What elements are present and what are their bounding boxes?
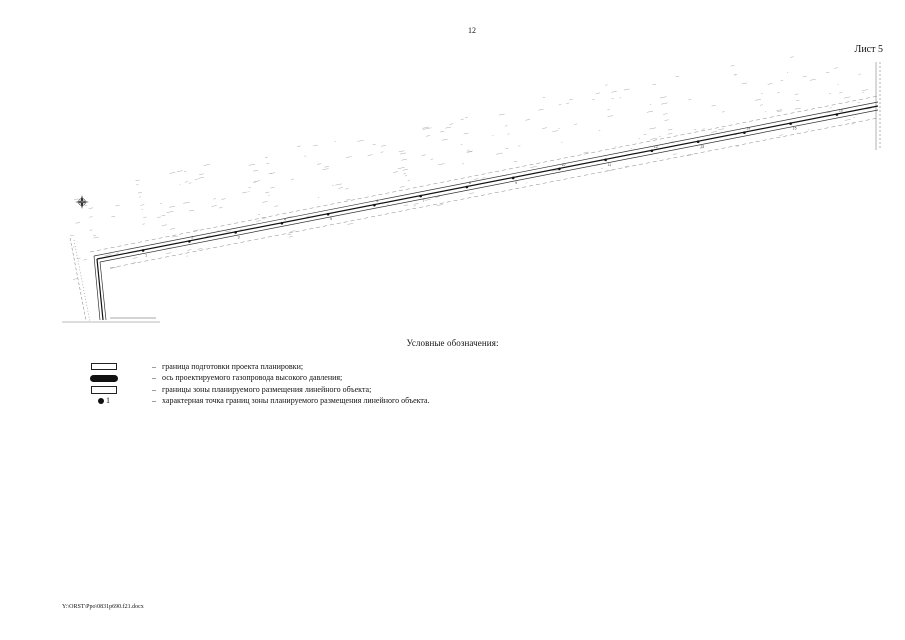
survey-mark <box>89 208 93 209</box>
characteristic-point <box>512 177 517 185</box>
point-number: 2 <box>191 235 194 240</box>
survey-mark <box>474 179 478 180</box>
point-number: 10 <box>561 162 566 167</box>
survey-mark <box>83 259 87 260</box>
survey-mark <box>542 128 547 129</box>
survey-mark <box>718 129 724 130</box>
survey-mark <box>219 207 222 208</box>
survey-mark <box>702 129 705 130</box>
characteristic-point <box>188 235 193 242</box>
legend-text: характерная точка границ зоны планируемого размещения линейного объекта. <box>162 396 430 406</box>
survey-mark <box>711 131 717 132</box>
survey-mark <box>844 97 851 98</box>
point-number: 5 <box>330 217 333 222</box>
survey-mark <box>213 199 216 200</box>
compass-rose-icon <box>75 195 89 209</box>
point-number: 6 <box>376 199 379 204</box>
pipeline-axis-symbol <box>88 373 120 384</box>
survey-mark <box>649 128 656 129</box>
survey-mark <box>608 116 613 117</box>
survey-mark <box>381 152 384 153</box>
legend-dash: – <box>152 373 156 383</box>
survey-mark <box>307 216 310 217</box>
survey-mark <box>93 235 96 236</box>
point-number: 12 <box>653 144 658 149</box>
survey-mark <box>73 279 78 280</box>
survey-mark <box>425 199 430 200</box>
survey-mark <box>187 250 191 251</box>
survey-mark <box>138 192 142 193</box>
survey-mark <box>291 179 294 180</box>
point-label: 1 <box>106 396 110 406</box>
survey-mark <box>611 91 616 92</box>
survey-mark <box>506 148 509 149</box>
legend-text: ось проектируемого газопровода высокого давления; <box>162 373 343 383</box>
survey-mark <box>381 145 386 146</box>
legend-text: границы зоны планируемого размещения линейного объекта; <box>162 384 372 394</box>
survey-mark <box>663 114 667 115</box>
survey-mark <box>665 120 669 121</box>
characteristic-point <box>604 159 611 167</box>
survey-mark <box>358 140 364 141</box>
survey-mark <box>422 127 429 128</box>
survey-mark <box>347 223 353 224</box>
survey-mark <box>845 119 851 120</box>
survey-mark <box>211 205 216 206</box>
survey-mark <box>660 97 667 98</box>
planning-boundary <box>94 102 878 320</box>
survey-mark <box>170 228 175 229</box>
survey-mark <box>400 153 406 154</box>
survey-mark <box>514 161 517 162</box>
survey-mark <box>414 203 418 204</box>
survey-mark <box>810 79 816 80</box>
survey-mark <box>796 100 799 101</box>
zone-boundary-symbol <box>88 384 120 395</box>
characteristic-point <box>836 109 843 116</box>
survey-mark <box>143 217 146 218</box>
survey-mark <box>676 76 679 77</box>
survey-mark <box>76 222 81 223</box>
survey-mark <box>712 105 716 106</box>
survey-mark <box>271 187 275 188</box>
survey-mark <box>368 155 373 156</box>
legend-item-pipeline-axis <box>88 373 788 385</box>
survey-mark <box>70 235 74 236</box>
legend-item-planning-boundary <box>88 361 788 373</box>
survey-mark <box>768 83 773 84</box>
characteristic-point <box>697 140 704 148</box>
survey-mark <box>442 139 448 140</box>
survey-mark <box>826 72 829 73</box>
survey-mark <box>790 57 793 58</box>
survey-mark <box>169 206 175 207</box>
characteristic-point <box>466 181 471 188</box>
survey-mark <box>583 152 589 153</box>
survey-mark <box>256 221 259 222</box>
survey-mark <box>266 163 269 164</box>
survey-mark <box>115 205 119 206</box>
point-number: 1 <box>145 253 148 258</box>
point-number: 11 <box>607 162 612 167</box>
characteristic-point <box>743 127 750 134</box>
survey-mark <box>313 145 318 146</box>
survey-mark <box>172 236 178 237</box>
survey-mark <box>437 204 443 205</box>
survey-mark <box>795 108 801 109</box>
point-dot-icon <box>98 398 104 404</box>
survey-mark <box>105 255 112 256</box>
survey-mark <box>734 75 737 76</box>
sheet-label: Лист 5 <box>854 44 883 55</box>
survey-mark <box>795 94 799 95</box>
survey-mark <box>559 104 562 105</box>
characteristic-point <box>789 122 796 130</box>
survey-mark <box>346 157 351 158</box>
page-number: 12 <box>468 26 476 35</box>
survey-mark <box>274 206 278 207</box>
survey-mark <box>673 154 677 155</box>
survey-mark <box>317 164 321 165</box>
zone-dashed-lines <box>90 96 878 268</box>
legend-dash: – <box>152 361 156 371</box>
survey-mark <box>265 192 269 193</box>
survey-mark <box>668 129 672 130</box>
survey-mark <box>834 68 838 69</box>
survey-mark <box>183 202 190 203</box>
characteristic-points <box>142 109 843 258</box>
survey-mark <box>566 103 569 104</box>
file-path: Y:\ORST\Ppo\0831p690.f21.docx <box>62 604 144 610</box>
pipeline-axis <box>97 106 878 320</box>
survey-mark <box>297 146 301 147</box>
survey-mark <box>755 99 761 100</box>
survey-mark <box>426 136 430 137</box>
survey-mark <box>401 159 407 160</box>
point-number: 7 <box>422 199 425 204</box>
survey-mark <box>162 215 166 216</box>
survey-mark <box>722 112 725 113</box>
survey-mark <box>742 83 747 84</box>
survey-mark <box>249 164 255 165</box>
survey-mark <box>661 103 668 104</box>
characteristic-point <box>234 231 239 239</box>
planning-boundary-symbol <box>88 361 120 372</box>
survey-mark <box>254 181 260 182</box>
survey-mark <box>803 76 807 77</box>
survey-mark <box>777 111 782 112</box>
survey-mark <box>399 151 405 152</box>
characteristic-point-symbol <box>88 396 120 407</box>
characteristic-point <box>327 213 332 221</box>
survey-mark <box>133 258 138 259</box>
survey-mark <box>225 231 230 232</box>
survey-mark <box>195 179 198 180</box>
survey-mark <box>445 127 451 128</box>
survey-mark <box>422 155 426 156</box>
legend <box>88 361 788 407</box>
survey-mark <box>398 167 405 168</box>
survey-mark <box>569 99 572 100</box>
survey-mark <box>538 109 543 110</box>
survey-mark <box>647 111 653 112</box>
point-number: 15 <box>792 126 797 131</box>
survey-mark <box>438 164 444 165</box>
survey-mark <box>157 217 160 218</box>
point-number: 8 <box>468 181 471 186</box>
point-number: 4 <box>283 217 286 222</box>
survey-mark <box>731 65 735 66</box>
survey-mark <box>177 171 182 172</box>
survey-mark <box>74 199 79 200</box>
point-number: 13 <box>700 144 705 149</box>
survey-mark <box>166 253 171 254</box>
point-number: 16 <box>838 108 843 113</box>
survey-mark <box>346 199 350 200</box>
survey-mark <box>265 157 268 158</box>
survey-mark <box>116 253 119 254</box>
survey-mark <box>469 193 474 194</box>
legend-dash: – <box>152 384 156 394</box>
survey-mark <box>289 236 293 237</box>
legend-dash: – <box>152 396 156 406</box>
survey-mark <box>253 170 258 171</box>
survey-mark <box>650 138 657 139</box>
survey-mark <box>323 169 329 170</box>
survey-mark <box>482 178 485 179</box>
survey-mark <box>189 210 194 211</box>
survey-mark <box>779 135 782 136</box>
survey-mark <box>199 174 204 175</box>
survey-mark <box>141 205 145 206</box>
point-number: 9 <box>515 180 518 185</box>
survey-mark <box>253 182 256 183</box>
survey-mark <box>496 153 503 154</box>
survey-mark <box>373 144 376 145</box>
survey-mark <box>400 186 405 187</box>
survey-mark <box>242 192 247 193</box>
survey-mark <box>85 205 88 206</box>
characteristic-point <box>419 195 424 203</box>
characteristic-point <box>281 217 286 224</box>
survey-details <box>70 57 871 280</box>
survey-mark <box>461 119 464 120</box>
survey-mark <box>431 159 434 160</box>
survey-mark <box>440 131 444 132</box>
survey-mark <box>760 105 763 106</box>
survey-mark <box>94 237 99 238</box>
characteristic-point <box>651 145 658 152</box>
survey-mark <box>530 166 536 167</box>
survey-mark <box>624 89 629 90</box>
survey-mark <box>185 182 188 183</box>
survey-mark <box>644 134 647 135</box>
characteristic-point <box>558 163 565 170</box>
survey-mark <box>89 217 92 218</box>
survey-mark <box>404 205 408 206</box>
survey-mark <box>574 124 577 125</box>
survey-mark <box>197 248 202 249</box>
survey-mark <box>464 133 469 134</box>
point-number: 14 <box>746 126 751 131</box>
survey-mark <box>688 99 691 100</box>
survey-mark <box>526 119 531 120</box>
survey-mark <box>189 183 192 184</box>
survey-mark <box>162 225 167 226</box>
map-frame-left <box>62 238 160 322</box>
survey-mark <box>625 166 628 167</box>
survey-mark <box>169 172 175 173</box>
survey-mark <box>111 216 115 217</box>
survey-mark <box>465 117 468 118</box>
survey-mark <box>852 124 855 125</box>
survey-mark <box>652 84 656 85</box>
survey-mark <box>324 166 329 167</box>
legend-title: Условные обозначения: <box>406 338 499 348</box>
survey-mark <box>403 169 408 170</box>
survey-mark <box>596 93 600 94</box>
legend-text: граница подготовки проекта планировки; <box>162 361 304 371</box>
survey-mark <box>221 199 225 200</box>
point-number: 3 <box>237 235 240 240</box>
legend-item-characteristic-point <box>88 396 788 408</box>
survey-mark <box>862 90 868 91</box>
survey-mark <box>499 114 505 115</box>
survey-mark <box>408 180 411 181</box>
survey-mark <box>198 177 204 178</box>
survey-mark <box>449 124 453 125</box>
survey-mark <box>776 110 781 111</box>
survey-mark <box>335 184 341 185</box>
survey-mark <box>167 211 174 212</box>
survey-mark <box>90 230 93 231</box>
survey-mark <box>290 231 295 232</box>
survey-mark <box>423 128 430 129</box>
survey-mark <box>552 131 558 132</box>
legend-item-zone-boundary <box>88 384 788 396</box>
survey-mark <box>338 188 342 189</box>
survey-mark <box>204 164 210 165</box>
survey-mark <box>839 92 842 93</box>
characteristic-point <box>373 199 378 206</box>
survey-mark <box>668 133 673 134</box>
survey-mark <box>393 172 398 173</box>
survey-mark <box>288 234 292 235</box>
survey-mark <box>135 180 139 181</box>
survey-mark <box>345 189 348 190</box>
survey-mark <box>263 201 268 202</box>
